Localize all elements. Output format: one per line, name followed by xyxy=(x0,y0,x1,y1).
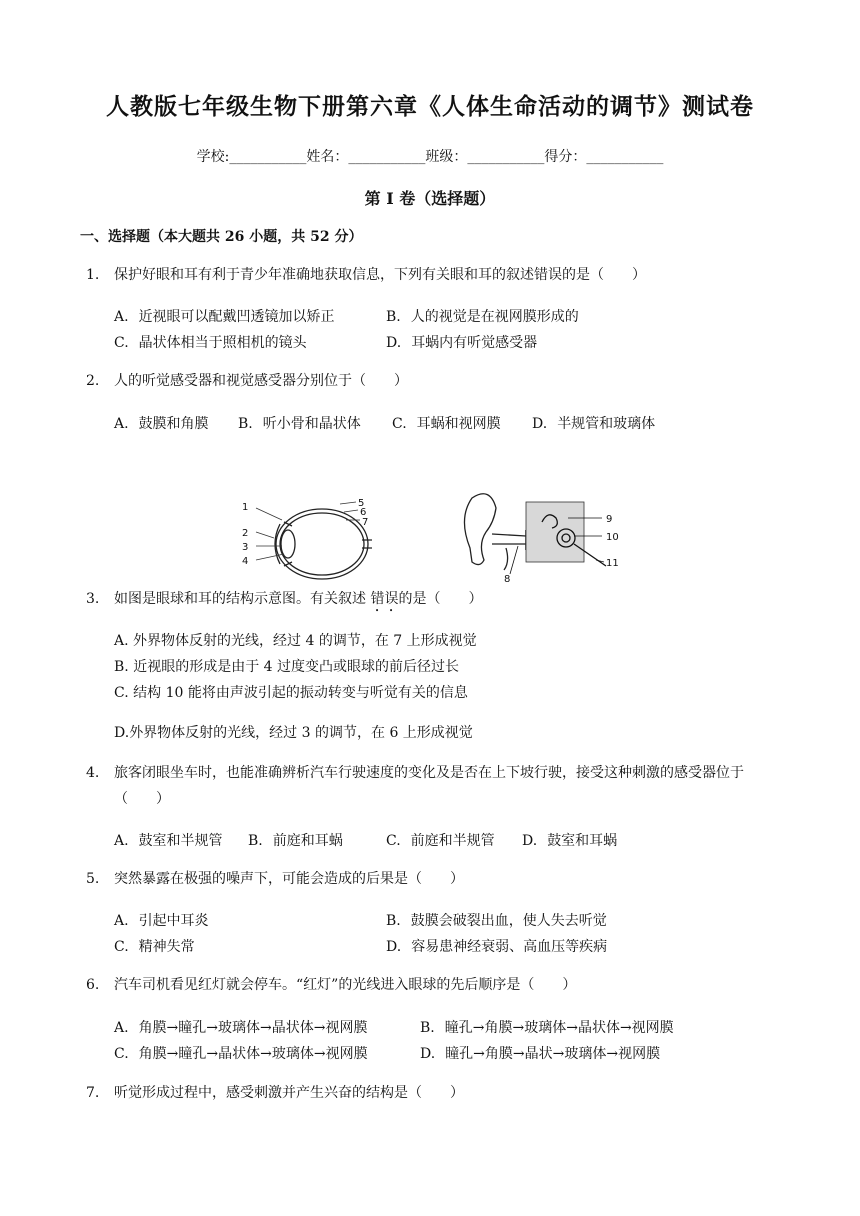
option-text: 半规管和玻璃体 xyxy=(557,416,656,432)
option-letter: B. xyxy=(238,416,253,432)
option-letter: D. xyxy=(386,939,402,955)
section-title: 第 I 卷（选择题） xyxy=(364,189,496,208)
option-text: 瞳孔→角膜→晶状→玻璃体→视网膜 xyxy=(445,1046,661,1062)
option-letter: A. xyxy=(114,833,129,849)
question-number: 6. xyxy=(86,977,100,993)
option-letter: B. xyxy=(420,1020,435,1036)
option-2c xyxy=(392,413,501,433)
option-text: 容易患神经衰弱、高血压等疾病 xyxy=(411,939,608,955)
option-6b xyxy=(420,1017,674,1037)
option-1d xyxy=(386,332,537,352)
question-2 xyxy=(86,368,786,394)
question-text: 人的听觉感受器和视觉感受器分别位于（ ） xyxy=(114,373,408,389)
ear-label-9: 9 xyxy=(606,514,613,525)
option-letter: D. xyxy=(522,833,538,849)
question-text: 旅客闭眼坐车时，也能准确辨析汽车行驶速度的变化及是否在上下坡行驶，接受这种刺激的感受器位于（ ） xyxy=(114,765,744,807)
question-5 xyxy=(86,866,786,892)
auricle xyxy=(464,494,496,565)
option-text: 瞳孔→角膜→玻璃体→晶状体→视网膜 xyxy=(444,1020,674,1036)
option-letter: D. xyxy=(532,416,548,432)
option-letter: D. xyxy=(114,725,130,741)
question-text-before: 如图是眼球和耳的结构示意图。有关叙述 xyxy=(114,591,366,607)
option-text: 角膜→瞳孔→晶状体→玻璃体→视网膜 xyxy=(138,1046,368,1062)
ear-canal xyxy=(492,534,526,536)
option-3a xyxy=(114,630,477,650)
option-4d xyxy=(522,830,617,850)
option-letter: C. xyxy=(114,685,129,701)
question-text: 汽车司机看见红灯就会停车。“红灯”的光线进入眼球的先后顺序是（ ） xyxy=(114,977,577,993)
leader-line xyxy=(340,502,356,504)
option-letter: A. xyxy=(114,1020,129,1036)
eye-structure-figure xyxy=(236,494,376,584)
option-text: 鼓室和半规管 xyxy=(138,833,223,849)
option-1c xyxy=(114,332,307,352)
option-text: 耳蜗内有听觉感受器 xyxy=(411,335,538,351)
option-text: 前庭和耳蜗 xyxy=(272,833,343,849)
option-text: 角膜→瞳孔→玻璃体→晶状体→视网膜 xyxy=(138,1020,368,1036)
option-3c xyxy=(114,682,468,702)
question-4 xyxy=(86,760,786,812)
option-1b xyxy=(386,306,579,326)
question-text: 突然暴露在极强的噪声下，可能会造成的后果是（ ） xyxy=(114,871,464,887)
eye-label-5: 5 xyxy=(358,498,365,509)
option-text: 鼓膜会破裂出血，使人失去听觉 xyxy=(410,913,607,929)
option-4b xyxy=(248,830,343,850)
question-number: 1. xyxy=(86,267,100,283)
option-letter: A. xyxy=(114,416,129,432)
option-letter: C. xyxy=(114,1046,129,1062)
question-text xyxy=(114,586,786,615)
emphasized-word: 错误 xyxy=(370,591,399,607)
ear-label-11: 11 xyxy=(606,558,619,569)
question-number: 4. xyxy=(86,765,100,781)
option-text: 晶状体相当于照相机的镜头 xyxy=(138,335,307,351)
leader-line xyxy=(256,532,274,538)
option-4c xyxy=(386,830,495,850)
option-text: 耳蜗和视网膜 xyxy=(416,416,501,432)
option-text: 精神失常 xyxy=(138,939,195,955)
eye-label-4: 4 xyxy=(242,556,249,567)
option-letter: B. xyxy=(386,309,401,325)
option-text: 听小骨和晶状体 xyxy=(262,416,361,432)
question-number: 7. xyxy=(86,1085,100,1101)
option-letter: B. xyxy=(386,913,401,929)
option-letter: B. xyxy=(114,659,129,675)
option-text: 外界物体反射的光线，经过 4 的调节，在 7 上形成视觉 xyxy=(133,633,477,649)
option-text: 鼓室和耳蜗 xyxy=(547,833,618,849)
leader-line xyxy=(344,510,358,512)
leader-line xyxy=(256,508,282,520)
eyeball-inner-layer xyxy=(280,513,364,575)
option-text: 前庭和半规管 xyxy=(410,833,495,849)
question-text-after: 的是（ ） xyxy=(398,591,483,607)
leader-line xyxy=(510,546,518,574)
question-text: 听觉形成过程中，感受刺激并产生兴奋的结构是（ ） xyxy=(114,1085,464,1101)
page-title: 人教版七年级生物下册第六章《人体生命活动的调节》测试卷 xyxy=(106,93,754,120)
option-text: 外界物体反射的光线，经过 3 的调节，在 6 上形成视觉 xyxy=(129,725,473,741)
option-letter: D. xyxy=(386,335,402,351)
option-text: 鼓膜和角膜 xyxy=(138,416,209,432)
option-letter: A. xyxy=(114,309,129,325)
eye-label-2: 2 xyxy=(242,528,249,539)
part-heading: 一、选择题（本大题共 26 小题，共 52 分） xyxy=(80,229,363,245)
option-letter: C. xyxy=(392,416,407,432)
question-number: 5. xyxy=(86,871,100,887)
eye-label-1: 1 xyxy=(242,502,249,513)
eustachian-tube xyxy=(504,548,508,570)
option-2d xyxy=(532,413,655,433)
question-number: 3. xyxy=(86,591,100,607)
ear-label-8: 8 xyxy=(504,574,511,584)
question-7 xyxy=(86,1080,786,1106)
option-letter: C. xyxy=(114,335,129,351)
option-letter: C. xyxy=(114,939,129,955)
option-text: 引起中耳炎 xyxy=(138,913,209,929)
question-text: 保护好眼和耳有利于青少年准确地获取信息，下列有关眼和耳的叙述错误的是（ ） xyxy=(114,267,646,283)
question-3 xyxy=(86,586,786,615)
option-5a xyxy=(114,910,209,930)
eyeball-outline xyxy=(276,509,368,579)
ear-structure-figure xyxy=(456,488,632,584)
option-5b xyxy=(386,910,607,930)
option-5d xyxy=(386,936,607,956)
eye-label-6: 6 xyxy=(360,507,367,518)
option-letter: B. xyxy=(248,833,263,849)
option-text: 近视眼的形成是由于 4 过度变凸或眼球的前后径过长 xyxy=(133,659,460,675)
eye-label-7: 7 xyxy=(362,517,369,528)
option-text: 近视眼可以配戴凹透镜加以矫正 xyxy=(138,309,335,325)
eye-label-3: 3 xyxy=(242,542,249,553)
question-number: 2. xyxy=(86,373,100,389)
option-4a xyxy=(114,830,223,850)
option-5c xyxy=(114,936,195,956)
option-letter: D. xyxy=(420,1046,436,1062)
option-6d xyxy=(420,1043,660,1063)
option-text: 人的视觉是在视网膜形成的 xyxy=(410,309,579,325)
ear-label-10: 10 xyxy=(606,532,619,543)
question-1 xyxy=(86,262,786,288)
temporal-bone xyxy=(526,502,584,562)
question-6 xyxy=(86,972,786,998)
option-2a xyxy=(114,413,209,433)
student-info-line: 学校:___________姓名：___________班级：___________得分：___________ xyxy=(196,149,664,165)
option-6c xyxy=(114,1043,368,1063)
option-letter: C. xyxy=(386,833,401,849)
option-2b xyxy=(238,413,361,433)
option-letter: A. xyxy=(114,633,129,649)
option-3d xyxy=(114,722,473,742)
option-3b xyxy=(114,656,459,676)
option-1a xyxy=(114,306,335,326)
option-text: 结构 10 能将由声波引起的振动转变与听觉有关的信息 xyxy=(133,685,468,701)
option-6a xyxy=(114,1017,367,1037)
option-letter: A. xyxy=(114,913,129,929)
